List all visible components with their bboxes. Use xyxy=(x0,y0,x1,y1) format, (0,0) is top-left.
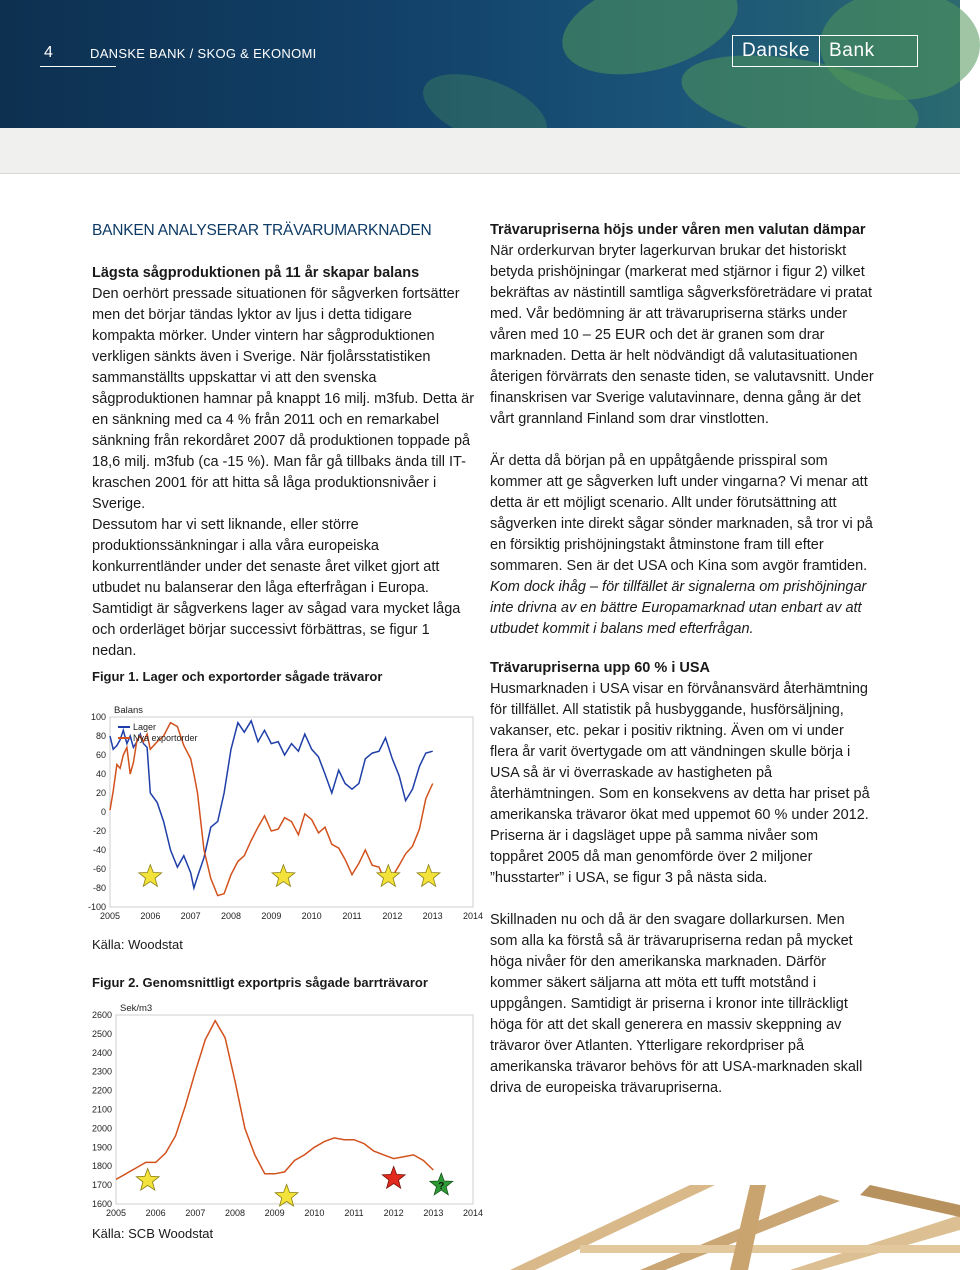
paragraph-competitors: Dessutom har vi sett liknande, eller större produktionssänkningar i alla våra europeiska konkurrentländer under det senaste året vilket gjort att utbudet nu balanserar den låga efterfrågan i Europa. Samtidigt är sågverkens lager av sågad vara mycket låga och orderläget börjar successivt förbättras, se figur 1 nedan. xyxy=(92,517,461,659)
x-tick-label: 2013 xyxy=(423,1208,444,1218)
y-tick-label: 1600 xyxy=(91,1199,112,1209)
star-marker xyxy=(139,865,162,887)
logo-text-left: Danske xyxy=(742,40,811,61)
x-tick-label: 2005 xyxy=(99,911,121,921)
star-marker xyxy=(417,865,440,887)
subheading-usa: Trävarupriserna upp 60 % i USA xyxy=(490,660,710,676)
y-tick-label: 2000 xyxy=(91,1123,112,1134)
danske-bank-logo xyxy=(732,35,918,67)
x-tick-label: 2014 xyxy=(462,1208,484,1218)
timber-frame-photo xyxy=(490,1185,960,1270)
right-column xyxy=(490,220,875,1099)
subheading-prices: Trävarupriserna höjs under våren men valutan dämpar xyxy=(490,222,866,238)
series-line xyxy=(110,723,433,896)
x-tick-label: 2009 xyxy=(261,911,282,921)
legend-label: Lager xyxy=(133,722,157,732)
paragraph-production: Den oerhört pressade situationen för sågverken fortsätter men det börjar tändas lyktor av ljus i detta tidigare kompakta mörker. Under vintern har sågproduktionen verkligen sänkts även i Sverige. När fjolårsstatistiken sammanställts uppskattar vi att den svenska sågproduktionen hamnar på knappt 16 milj. m3fub. Detta är en sänkning med ca 4 % från 2011 och en remarkabel sänkning från rekordåret 2007 då produktionen toppade på 18,6 milj. m3fub (ca -15 %). Man får gå tillbaks ända till IT-kraschen 2001 för att hitta så låga produktionsnivåer i Sverige. xyxy=(92,286,475,512)
header-rule xyxy=(40,66,116,67)
y-tick-label: 100 xyxy=(90,712,106,722)
y-axis-label: Balans xyxy=(114,705,144,716)
star-marker xyxy=(382,1167,405,1189)
x-tick-label: 2007 xyxy=(185,1208,206,1218)
paragraph-dollar: Skillnaden nu och då är den svagare dollarkursen. Men som alla ka förstå så är trävarupriserna redan på mycket höga nivåer för den amerikanska marknaden. Därför kommer säkert säljarna att möta ett tufft motstånd i uppgången. Samtidigt är priserna i kronor inte tillräckligt höga för att det skall generera en massiv skeppning av trävaror över Atlanten. Ytterligare rekordpriser på amerikanska trävaror behövs för att USA-marknaden skall driva de europeiska trävarupriserna. xyxy=(490,912,863,1096)
y-tick-label: -40 xyxy=(92,845,106,855)
y-tick-label: -20 xyxy=(92,826,106,836)
y-tick-label: 1700 xyxy=(91,1180,112,1191)
y-tick-label: 2300 xyxy=(91,1066,112,1077)
x-tick-label: 2008 xyxy=(224,1208,246,1218)
logo-text-right: Bank xyxy=(819,36,884,66)
x-tick-label: 2014 xyxy=(462,911,484,921)
y-tick-label: 2100 xyxy=(91,1104,112,1115)
y-tick-label: 0 xyxy=(100,807,106,817)
x-tick-label: 2008 xyxy=(220,911,242,921)
paragraph-price-spiral xyxy=(490,451,875,640)
x-tick-label: 2012 xyxy=(382,911,403,921)
figure1-source: Källa: Woodstat xyxy=(92,937,183,952)
y-tick-label: 2500 xyxy=(91,1028,112,1039)
series-line xyxy=(116,1021,433,1180)
running-head: DANSKE BANK / SKOG & EKONOMI xyxy=(90,46,317,61)
legend-label: Nya exportorder xyxy=(133,733,198,743)
x-tick-label: 2009 xyxy=(264,1208,285,1218)
y-tick-label: 2600 xyxy=(91,1010,112,1020)
y-tick-label: 60 xyxy=(95,750,106,760)
paragraph-order-curve: När orderkurvan bryter lagerkurvan brukar det historiskt betyda prishöjningar (markerat med stjärnor i figur 2) vilket bekräftas av nästintill samtliga sågverksföreträdare vi pratat med. Vår bedömning är att trävarupriserna stärks under våren med 10 – 25 EUR och det är granen som drar marknaden. Detta är helt nödvändigt då valutasituationen återigen förvärrats den senaste tiden, se valutavsnitt. Under finanskrisen var Sverige valutavinnare, denna gång är det vårt grannland Finland som drar vinstlotten. xyxy=(490,243,874,427)
figure1-title: Figur 1. Lager och exportorder sågade trävaror xyxy=(92,669,383,684)
figure2-title: Figur 2. Genomsnittligt exportpris sågade barrträvaror xyxy=(92,975,428,990)
x-tick-label: 2006 xyxy=(145,1208,166,1218)
price-spiral-note: Kom dock ihåg – för tillfället är signalerna om prishöjningar inte drivna av en bättre Europamarknad utan enbart av att utbudet kommit i balans med efterfrågan. xyxy=(490,579,867,637)
paragraph-usa: Husmarknaden i USA visar en förvånansvärd återhämtning för tillfället. All statistik på husbyggande, husförsäljning, vakanser, etc. pekar i positiv riktning. Även om vi under flera år varit övertygade om att vändningen skulle börja i USA så är vi överraskade av hastigheten på återhämtningen. Som en konsekvens av detta har priset på amerikanska trävaror ökat med uppemot 60 % under 2012. Priserna är i dagsläget uppe på samma nivåer som toppåret 2005 då man genomförde över 2 miljoner ”husstarter” i USA, se figur 3 på nästa sida. xyxy=(490,681,870,886)
header-banner xyxy=(0,0,960,128)
x-tick-label: 2007 xyxy=(180,911,201,921)
x-tick-label: 2013 xyxy=(422,911,443,921)
y-tick-label: -60 xyxy=(92,864,106,874)
header-strip xyxy=(0,128,960,174)
y-tick-label: 2400 xyxy=(91,1047,112,1058)
star-marker xyxy=(272,865,295,887)
article-title: BANKEN ANALYSERAR TRÄVARUMARKNADEN xyxy=(92,222,432,239)
x-tick-label: 2010 xyxy=(304,1208,325,1218)
left-column xyxy=(92,220,477,662)
y-tick-label: 2200 xyxy=(91,1085,112,1096)
figure1-chart xyxy=(78,695,484,935)
x-tick-label: 2010 xyxy=(301,911,322,921)
y-tick-label: 20 xyxy=(95,788,106,798)
x-tick-label: 2006 xyxy=(140,911,161,921)
figure2-chart xyxy=(78,998,484,1223)
y-tick-label: 80 xyxy=(95,731,106,741)
x-tick-label: 2011 xyxy=(344,1208,364,1218)
y-tick-label: 1900 xyxy=(91,1142,112,1153)
y-tick-label: 1800 xyxy=(91,1161,112,1172)
plot-area xyxy=(116,1015,473,1204)
x-tick-label: 2011 xyxy=(342,911,362,921)
y-tick-label: -100 xyxy=(87,902,106,912)
star-marker xyxy=(136,1168,159,1190)
y-tick-label: 40 xyxy=(95,769,106,779)
star-label: ? xyxy=(438,1181,445,1193)
x-tick-label: 2005 xyxy=(105,1208,127,1218)
price-spiral-text: Är detta då början på en uppåtgående prisspiral som kommer att ge sågverken luft under vingarna? Vi menar att detta är ett möjligt scenario. Allt under förutsättning att sågverken inte direkt sågar sönder marknaden, så tror vi på en försiktig prishöjningstakt åtminstone fram till efter sommaren. Sen är det USA och Kina som avgör framtiden. xyxy=(490,453,873,574)
y-axis-label: Sek/m3 xyxy=(120,1003,153,1014)
plot-area xyxy=(110,717,473,907)
page-number: 4 xyxy=(44,44,53,61)
figure2-source: Källa: SCB Woodstat xyxy=(92,1226,214,1241)
y-tick-label: -80 xyxy=(92,883,106,893)
subheading-production: Lägsta sågproduktionen på 11 år skapar balans xyxy=(92,265,420,281)
star-marker xyxy=(377,865,400,887)
x-tick-label: 2012 xyxy=(383,1208,404,1218)
star-marker xyxy=(275,1184,298,1206)
series-line xyxy=(110,721,433,888)
